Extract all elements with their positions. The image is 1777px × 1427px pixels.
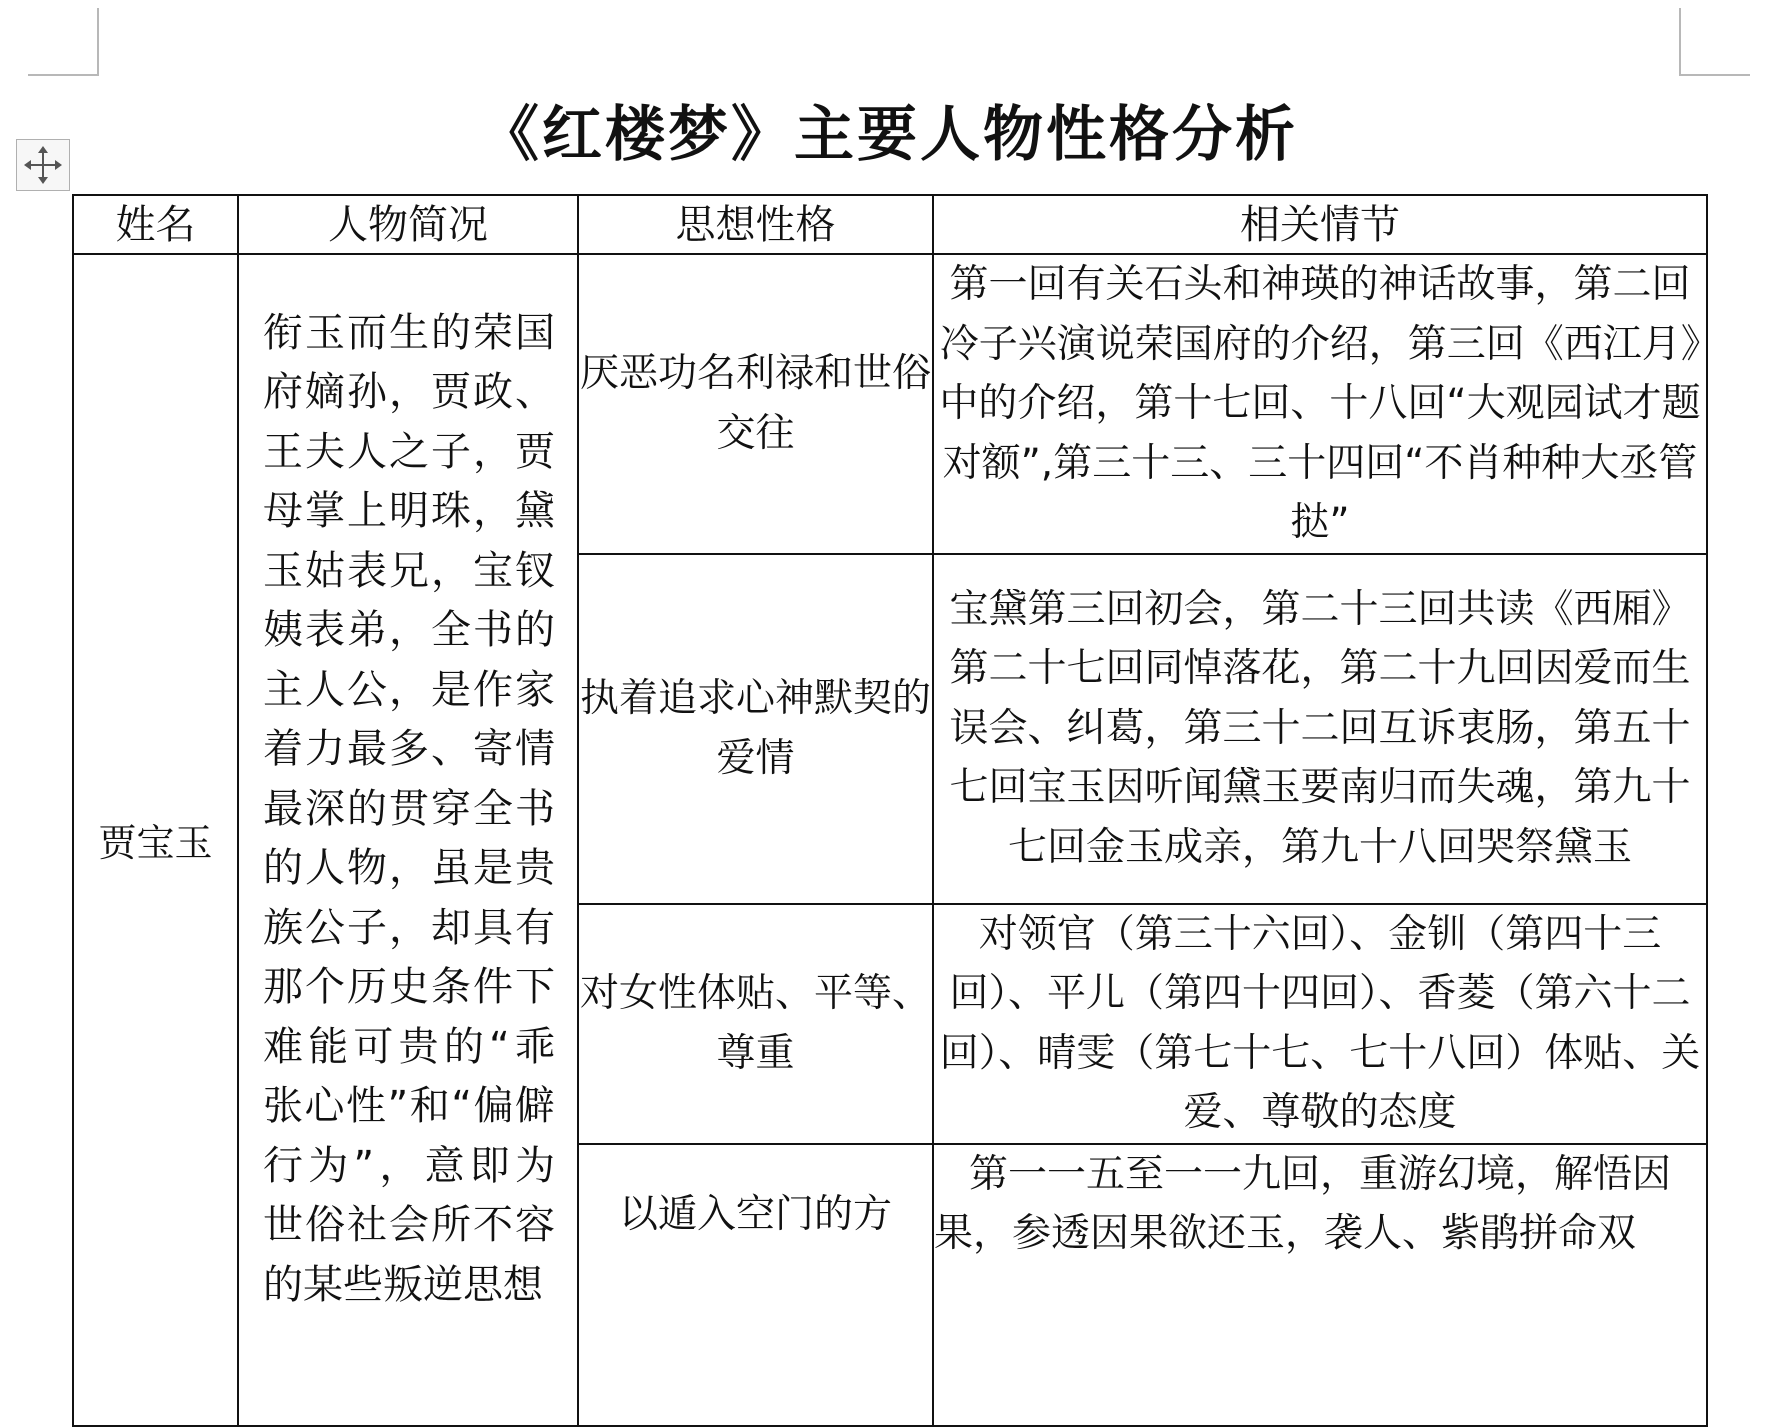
crop-mark-top-left-horizontal	[28, 74, 99, 76]
plot-cell: 第一回有关石头和神瑛的神话故事，第二回冷子兴演说荣国府的介绍，第三回《西江月》中的介绍，第十七回、十八回“大观园试才题对额”,第三十三、三十四回“不肖种种大丞管挞”	[933, 254, 1707, 554]
header-plot: 相关情节	[933, 195, 1707, 254]
character-profile-text: 衔玉而生的荣国府嫡孙，贾政、王夫人之子，贾母掌上明珠，黛玉姑表兄，宝钗姨表弟，全书的主人公，是作家着力最多、寄情最深的贯穿全书的人物，虽是贵族公子，却具有那个历史条件下难能可贵的“乖张心性”和“偏僻行为”，意即为世俗社会所不容的某些叛逆思想	[263, 309, 555, 1308]
character-analysis-table	[72, 194, 1708, 1427]
trait-cell: 执着追求心神默契的爱情	[578, 554, 933, 904]
trait-cell: 以遁入空门的方	[578, 1144, 933, 1426]
crop-mark-top-right-horizontal	[1679, 74, 1750, 76]
character-name-cell: 贾宝玉	[73, 254, 238, 1426]
crop-mark-top-right-vertical	[1679, 8, 1681, 76]
table-header-row	[73, 195, 1707, 254]
plot-cell: 对领官（第三十六回）、金钏（第四十三回）、平儿（第四十四回）、香菱（第六十二回）、晴雯（第七十七、七十八回）体贴、关爱、尊敬的态度	[933, 904, 1707, 1144]
plot-cell: 宝黛第三回初会，第二十三回共读《西厢》第二十七回同悼落花，第二十九回因爱而生误会、纠葛，第三十二回互诉衷肠，第五十七回宝玉因听闻黛玉要南归而失魂，第九十七回金玉成亲，第九十八回哭祭黛玉	[933, 554, 1707, 904]
header-trait: 思想性格	[578, 195, 933, 254]
table-row	[73, 254, 1707, 554]
document-title: 《红楼梦》主要人物性格分析	[479, 100, 1298, 170]
crop-mark-top-left-vertical	[97, 8, 99, 76]
header-name: 姓名	[73, 195, 238, 254]
character-profile-cell	[238, 254, 578, 1426]
trait-cell: 厌恶功名利禄和世俗交往	[578, 254, 933, 554]
trait-cell: 对女性体贴、平等、尊重	[578, 904, 933, 1144]
plot-cell: 第一一五至一一九回，重游幻境，解悟因果，参透因果欲还玉，袭人、紫鹃拼命双	[933, 1144, 1707, 1426]
header-profile: 人物简况	[238, 195, 578, 254]
